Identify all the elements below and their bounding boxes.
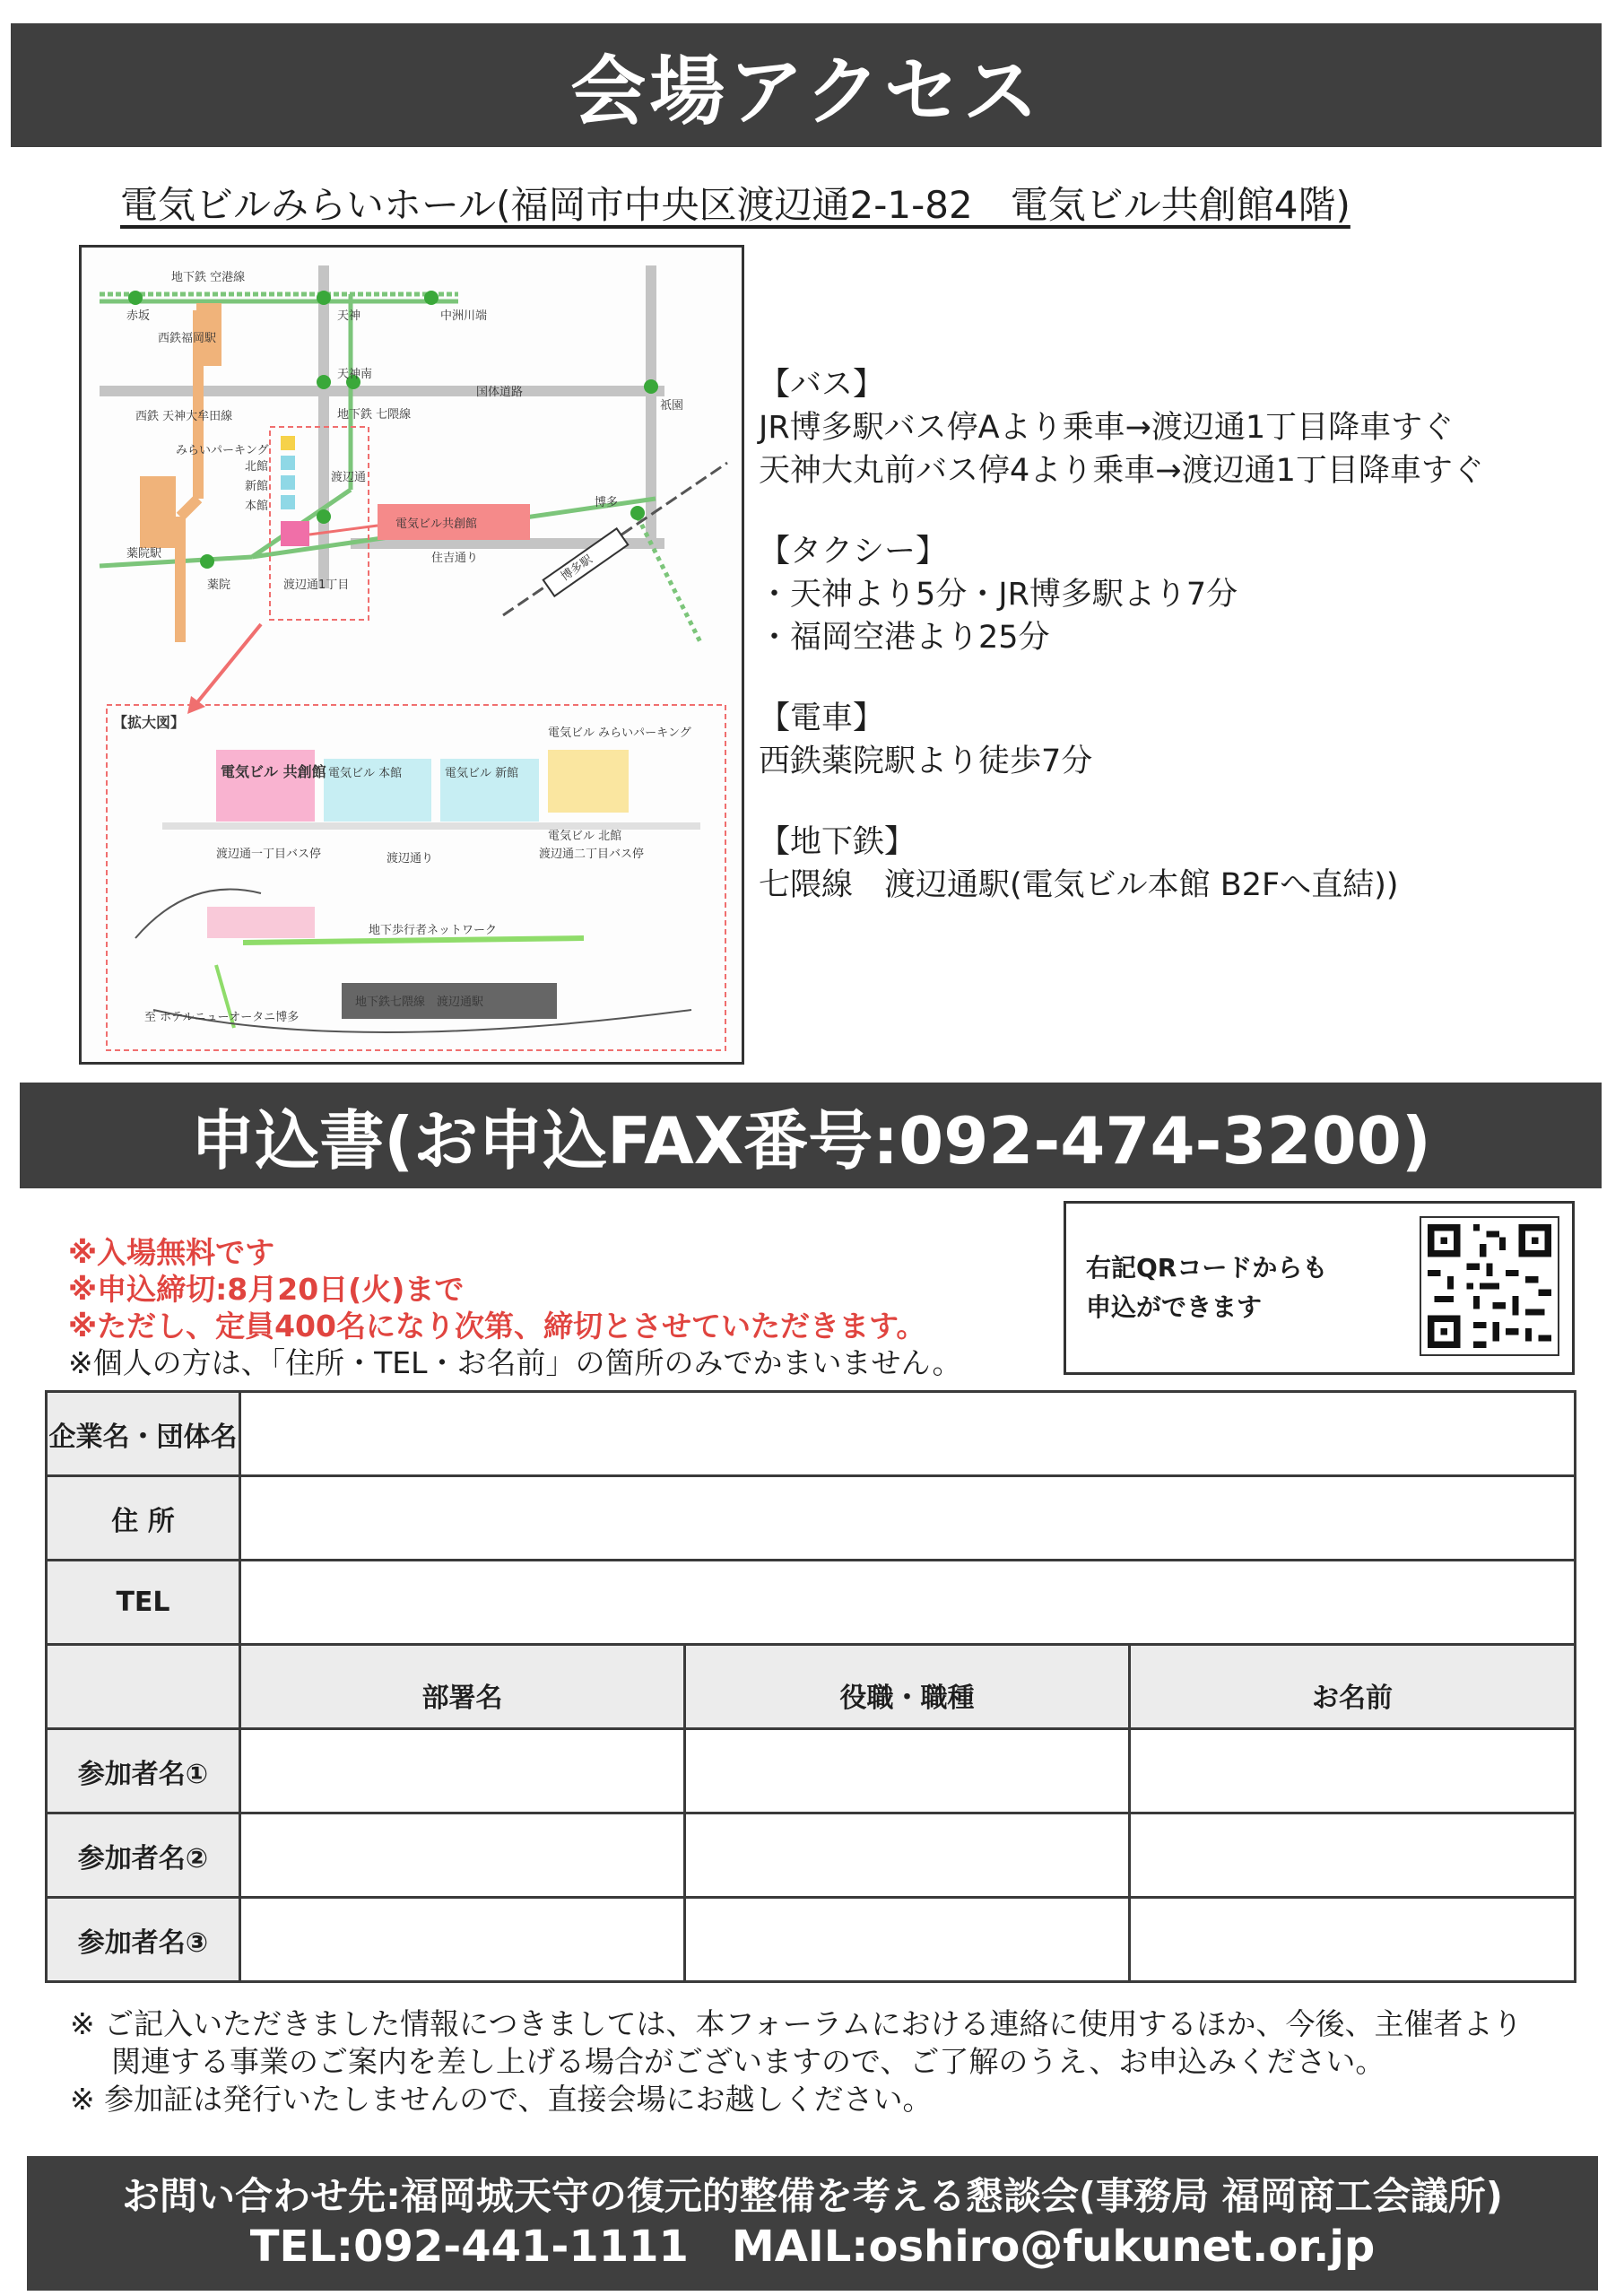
access-line: 西鉄薬院駅より徒歩7分 bbox=[759, 744, 1093, 779]
label-company: 企業名・団体名 bbox=[47, 1392, 240, 1476]
access-train bbox=[759, 697, 1602, 783]
qr-code-icon[interactable] bbox=[1420, 1216, 1559, 1356]
label-blank bbox=[47, 1645, 240, 1729]
map-label-watanabe-2-bus: 渡辺通二丁目バス停 bbox=[539, 848, 645, 861]
map-label-kyoso-kan: 電気ビル 共創館 bbox=[221, 763, 326, 780]
access-line: 七隈線 渡辺通駅(電気ビル本館 B2Fへ直結)) bbox=[759, 867, 1399, 903]
map-label-kitakan-full: 電気ビル 北館 bbox=[548, 830, 622, 843]
map-label-nakasu: 中洲川端 bbox=[440, 309, 488, 323]
map-label-kokutai: 国体道路 bbox=[476, 386, 524, 399]
column-name: お名前 bbox=[1130, 1645, 1576, 1729]
participant-2-department-field[interactable] bbox=[240, 1813, 685, 1898]
map-drawing bbox=[82, 248, 742, 1062]
map-label-underground-network: 地下歩行者ネットワーク bbox=[369, 924, 498, 937]
contact-tel-mail: TEL:092-441-1111 MAIL:oshiro@fukunet.or.jp bbox=[249, 2222, 1376, 2273]
map-label-hakata-station: 博多駅 bbox=[559, 552, 595, 585]
map-label-hotel: 至 ホテルニューオータニ博多 bbox=[144, 1011, 300, 1024]
participant-1-name-field[interactable] bbox=[1130, 1729, 1576, 1813]
note-free: ※入場無料です bbox=[68, 1235, 275, 1270]
map-label-denki-mirai-parking: 電気ビル みらいパーキング bbox=[548, 726, 691, 740]
label-participant-2: 参加者名② bbox=[47, 1813, 240, 1898]
map-label-mirai-parking: みらいパーキング bbox=[176, 444, 269, 457]
access-line: ・福岡空港より25分 bbox=[759, 620, 1050, 656]
footnote-privacy: ※ ご記入いただきました情報につきましては、本フォーラムにおける連絡に使用するほか、今後、主催者より bbox=[70, 2006, 1523, 2041]
address-field[interactable] bbox=[240, 1476, 1576, 1561]
participant-3-department-field[interactable] bbox=[240, 1898, 685, 1982]
map-label-watanabe-1: 渡辺通1丁目 bbox=[283, 578, 350, 592]
access-directions bbox=[759, 363, 1602, 944]
access-line: JR博多駅バス停Aより乗車→渡辺通1丁目降車すぐ bbox=[759, 410, 1455, 446]
table-row bbox=[47, 1729, 1576, 1813]
table-row bbox=[47, 1898, 1576, 1982]
access-line: ・天神より5分・JR博多駅より7分 bbox=[759, 577, 1238, 613]
label-address: 住 所 bbox=[47, 1476, 240, 1561]
access-heading: 【地下鉄】 bbox=[759, 824, 916, 860]
contact-band bbox=[27, 2156, 1598, 2291]
map-label-shinkan-full: 電気ビル 新館 bbox=[445, 767, 519, 780]
map-label-subway-station: 地下鉄七隈線 渡辺通駅 bbox=[355, 996, 484, 1009]
form-notes bbox=[68, 1234, 962, 1381]
application-form-table bbox=[45, 1390, 1576, 1983]
label-tel: TEL bbox=[47, 1561, 240, 1645]
map-label-watanabe-dori2: 渡辺通り bbox=[386, 852, 434, 865]
company-field[interactable] bbox=[240, 1392, 1576, 1476]
map-label-subway-airport: 地下鉄 空港線 bbox=[171, 271, 246, 284]
map-label-kyoso: 電気ビル共創館 bbox=[395, 517, 478, 531]
map-label-tenjin-minami: 天神南 bbox=[337, 368, 373, 381]
map-label-tenjin-omuta: 西鉄 天神大牟田線 bbox=[135, 410, 233, 423]
participant-1-position-field[interactable] bbox=[685, 1729, 1130, 1813]
map-label-yakuin-station: 薬院駅 bbox=[126, 547, 162, 561]
map-label-subway-nanakuma: 地下鉄 七隈線 bbox=[337, 408, 412, 422]
column-position: 役職・職種 bbox=[685, 1645, 1130, 1729]
footnote-pass: ※ 参加証は発行いたしませんので、直接会場にお越しください。 bbox=[70, 2082, 933, 2117]
note-deadline: ※申込締切:8月20日(火)まで bbox=[68, 1272, 465, 1307]
access-heading: 【バス】 bbox=[759, 367, 885, 403]
map-label-tenjin: 天神 bbox=[337, 309, 361, 323]
qr-caption: 右記QRコードからも 申込ができます bbox=[1086, 1253, 1328, 1322]
note-individual: ※個人の方は、「住所・TEL・お名前」の箇所のみでかまいません。 bbox=[68, 1345, 962, 1380]
access-bus bbox=[759, 363, 1602, 492]
tel-field[interactable] bbox=[240, 1561, 1576, 1645]
map-label-honkan-full: 電気ビル 本館 bbox=[328, 767, 403, 780]
contact-organizer: お問い合わせ先:福岡城天守の復元的整備を考える懇談会(事務局 福岡商工会議所) bbox=[122, 2173, 1503, 2218]
map-label-akasaka: 赤坂 bbox=[126, 309, 151, 323]
label-participant-1: 参加者名① bbox=[47, 1729, 240, 1813]
access-line: 天神大丸前バス停4より乗車→渡辺通1丁目降車すぐ bbox=[759, 453, 1484, 489]
form-title: 申込書(お申込FAX番号:092-474-3200) bbox=[20, 1083, 1602, 1188]
access-map bbox=[79, 245, 744, 1065]
participant-2-name-field[interactable] bbox=[1130, 1813, 1576, 1898]
map-label-honkan: 本館 bbox=[245, 500, 269, 513]
participant-1-department-field[interactable] bbox=[240, 1729, 685, 1813]
participant-3-name-field[interactable] bbox=[1130, 1898, 1576, 1982]
column-department: 部署名 bbox=[240, 1645, 685, 1729]
footnotes bbox=[70, 2005, 1523, 2118]
access-title: 会場アクセス bbox=[11, 23, 1602, 147]
footnote-privacy-cont: 関連する事業のご案内を差し上げる場合がございますので、ご了解のうえ、お申込みください。 bbox=[111, 2044, 1385, 2079]
map-label-hakata: 博多 bbox=[595, 496, 619, 509]
map-label-kitakan: 北館 bbox=[245, 460, 269, 474]
map-label-yakuin: 薬院 bbox=[207, 578, 231, 592]
label-participant-3: 参加者名③ bbox=[47, 1898, 240, 1982]
map-label-kakudai: 【拡大図】 bbox=[113, 714, 186, 731]
map-label-nishitetsu-fukuoka: 西鉄福岡駅 bbox=[158, 332, 217, 345]
map-label-shinkan: 新館 bbox=[245, 480, 269, 493]
qr-pattern bbox=[1421, 1218, 1558, 1354]
venue-address: 電気ビルみらいホール(福岡市中央区渡辺通2-1-82 電気ビル共創館4階) bbox=[120, 183, 1350, 227]
table-row bbox=[47, 1392, 1576, 1476]
map-label-watanabe-dori: 渡辺通 bbox=[331, 471, 367, 484]
access-heading: 【タクシー】 bbox=[759, 534, 948, 570]
participant-2-position-field[interactable] bbox=[685, 1813, 1130, 1898]
map-label-watanabe-1-bus: 渡辺通一丁目バス停 bbox=[216, 848, 322, 861]
qr-panel bbox=[1064, 1201, 1575, 1375]
access-subway bbox=[759, 821, 1602, 907]
map-label-gion: 祇園 bbox=[660, 399, 684, 413]
table-row bbox=[47, 1476, 1576, 1561]
map-label-sumiyoshi: 住吉通り bbox=[431, 552, 479, 565]
note-capacity: ※ただし、定員400名になり次第、締切とさせていただきます。 bbox=[68, 1309, 926, 1344]
access-heading: 【電車】 bbox=[759, 700, 885, 736]
table-row bbox=[47, 1645, 1576, 1729]
table-row bbox=[47, 1561, 1576, 1645]
table-row bbox=[47, 1813, 1576, 1898]
access-taxi bbox=[759, 530, 1602, 659]
participant-3-position-field[interactable] bbox=[685, 1898, 1130, 1982]
